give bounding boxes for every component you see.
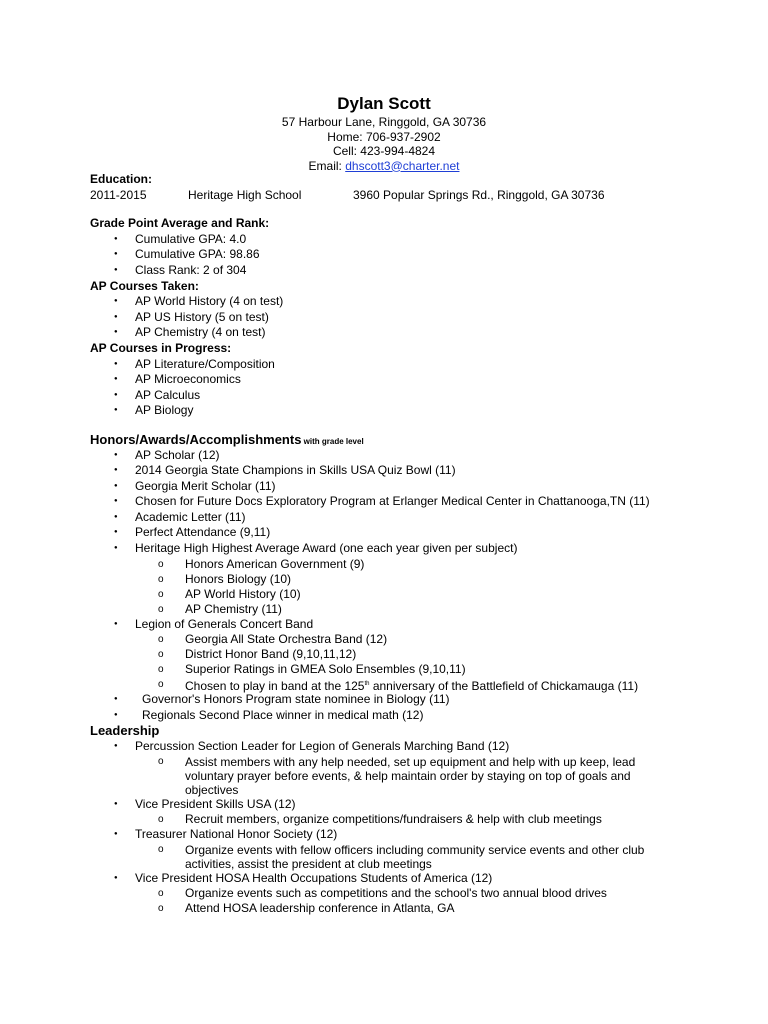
sub-list-item: o Assist members with any help needed, set up equipment and help with up keep, lead voluntary prayer before events, & help maintain order by staying on top of goals and objectives [90,755,730,797]
gpa-heading: Grade Point Average and Rank: [90,216,270,231]
ap-progress-heading: AP Courses in Progress: [90,340,232,355]
list-item: ● 2014 Georgia State Champions in Skills USA Quiz Bowl (11) [90,463,730,479]
sub-list-item: o AP Chemistry (11) [90,602,730,617]
email-link[interactable]: dhscott3@charter.net [345,158,460,173]
honors-note: with grade level [301,436,364,446]
honors-heading: Honors/Awards/Accomplishments [90,431,302,447]
list-item: ● Treasurer National Honor Society (12) [90,827,730,843]
sub-list-item: o Honors American Government (9) [90,557,730,572]
list-item: ● Heritage High Highest Average Award (one each year given per subject) [90,541,730,557]
list-item: ● Legion of Generals Concert Band [90,617,730,633]
list-item: ● Governor's Honors Program state nominee in Biology (11) [90,692,730,708]
sub-list-item: o Georgia All State Orchestra Band (12) [90,632,730,647]
sub-list-item: o District Honor Band (9,10,11,12) [90,647,730,662]
candidate-name: Dylan Scott [337,94,431,113]
sub-list-item: o Honors Biology (10) [90,572,730,587]
list-item: ● Cumulative GPA: 98.86 [90,247,730,263]
sub-list-item: o Attend HOSA leadership conference in Atlanta, GA [90,901,730,916]
list-item: ● Class Rank: 2 of 304 [90,263,730,279]
address-line: 57 Harbour Lane, Ringgold, GA 30736 [281,115,487,129]
cell-phone: Cell: 423-994-4824 [332,144,436,158]
list-item: ● Academic Letter (11) [90,510,730,526]
sub-list-item: o Superior Ratings in GMEA Solo Ensembles (9,10,11) [90,662,730,677]
list-item: ● Vice President HOSA Health Occupations Students of America (12) [90,871,730,887]
item-text: anniversary of the Battlefield of Chickamauga (11) [369,679,639,694]
sub-list-item: o Organize events with fellow officers including community service events and other club activities, assist the president at club meetings [90,843,730,871]
education-address: 3960 Popular Springs Rd., Ringgold, GA 30736 [353,187,605,202]
list-item: ● AP Calculus [90,388,730,404]
list-item: ● Georgia Merit Scholar (11) [90,479,730,495]
honors-heading-row [90,432,730,448]
sub-list-item: o AP World History (10) [90,587,730,602]
education-row [90,188,730,204]
list-item: ● AP Microeconomics [90,372,730,388]
home-phone: Home: 706-937-2902 [327,129,441,144]
list-item: ● Cumulative GPA: 4.0 [90,232,730,248]
list-item: ● Vice President Skills USA (12) [90,797,730,813]
sub-list-item: o Organize events such as competitions and the school's two annual blood drives [90,886,730,901]
list-item: ● Regionals Second Place winner in medical math (12) [90,708,730,724]
list-item: ● AP Chemistry (4 on test) [90,325,730,341]
superscript: th [364,681,370,688]
sub-list-item [90,677,730,692]
email-line [0,159,768,174]
list-item: ● AP World History (4 on test) [90,294,730,310]
list-item: ● Perfect Attendance (9,11) [90,525,730,541]
list-item: ● Percussion Section Leader for Legion of Generals Marching Band (12) [90,739,730,755]
list-item: ● Chosen for Future Docs Exploratory Program at Erlanger Medical Center in Chattanooga,TN (11) [90,494,730,510]
education-heading: Education: [90,172,152,186]
list-item: ● AP Literature/Composition [90,357,730,373]
email-label: Email: [308,158,346,173]
leadership-heading: Leadership [90,723,160,739]
resume-body [90,172,730,916]
resume-header [0,93,768,173]
education-school: Heritage High School [188,187,302,202]
list-item: ● AP Scholar (12) [90,448,730,464]
ap-taken-heading: AP Courses Taken: [90,278,199,293]
sub-list-item: o Recruit members, organize competitions/fundraisers & help with club meetings [90,812,730,827]
item-text: Chosen to play in band at the 125 [185,679,365,694]
education-years: 2011-2015 [90,187,147,202]
list-item: ● AP Biology [90,403,730,419]
list-item: ● AP US History (5 on test) [90,310,730,326]
